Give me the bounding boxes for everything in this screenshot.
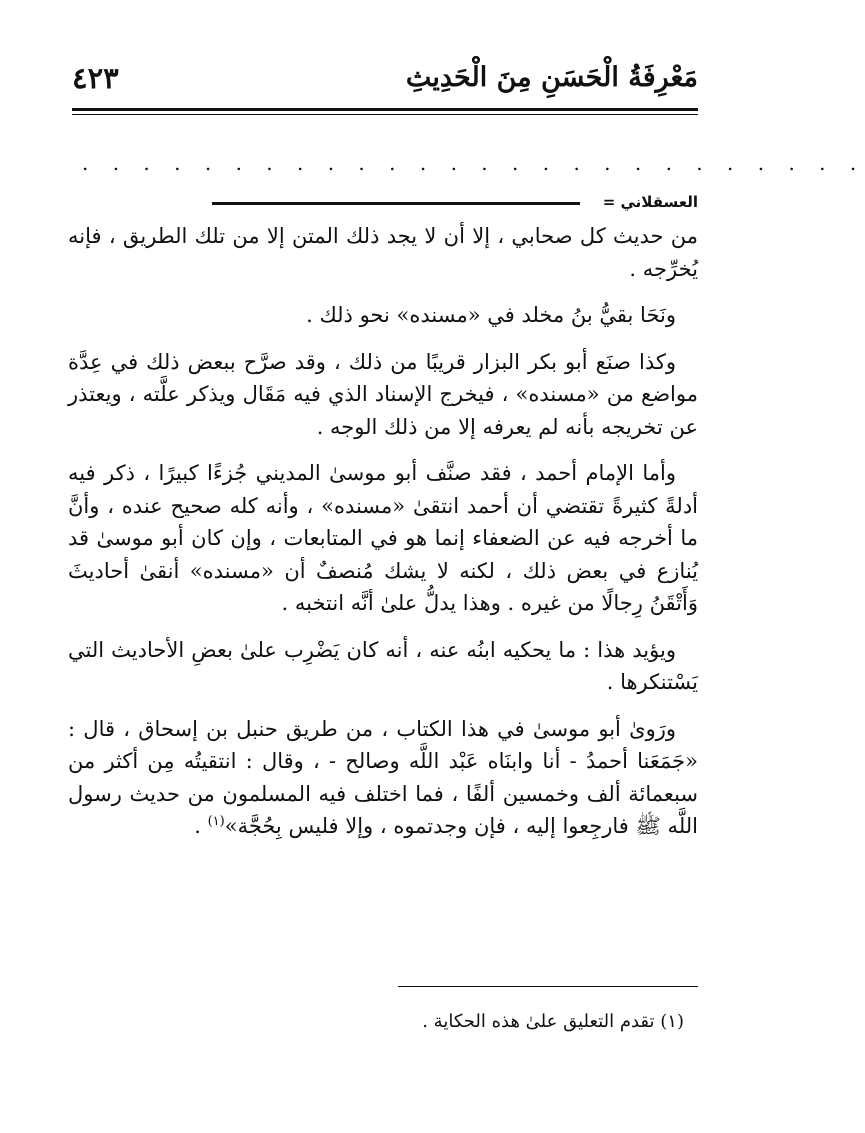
footnote-rule: [398, 986, 698, 987]
paragraph: وأما الإمام أحمد ، فقد صنَّف أبو موسىٰ المديني جُزءًا كبيرًا ، ذكر فيه أدلةً كثيرةً تقتضي أن أحمد انتقىٰ «مسنده» ، وأنه كله صحيح عنده ، وأنَّ ما أخرجه فيه عن الضعفاء إنما هو في المتابعات ، وإن كان أبو موسىٰ قد يُنازع في بعض ذلك ، لكنه لا يشك مُنصفٌ أن «مسنده» أنقىٰ أحاديثَ وَأَتْقَنُ رِجالًا من غيره . وهذا يدلُّ علىٰ أنَّه انتخبه .: [68, 461, 698, 615]
paragraph-with-footnote: [68, 713, 698, 843]
footnote-reference: (١): [207, 814, 225, 829]
footnote: (١) تقدم التعليق علىٰ هذه الحكاية .: [422, 1011, 684, 1032]
paragraph: من حديث كل صحابي ، إلا أن لا يجد ذلك المتن إلا من تلك الطريق ، فإنه يُخرِّجه .: [68, 224, 698, 281]
header-rule-thin: [72, 114, 698, 115]
paragraph: وكذا صنَع أبو بكر البزار قريبًا من ذلك ، وقد صرَّح ببعض ذلك في عِدَّة مواضع من «مسنده» ، فيخرج الإسناد الذي فيه مَقَال ويذكر علَّته ، ويعتذر عن تخريجه بأنه لم يعرفه إلا من ذلك الوجه .: [68, 349, 698, 439]
continuation-label: العسقلاني =: [602, 193, 698, 211]
main-text: [68, 220, 698, 857]
dotted-separator: . . . . . . . . . . . . . . . . . . . . . . . . . .: [82, 151, 865, 175]
page-number: ٤٢٣: [72, 61, 119, 95]
paragraph: ويؤيد هذا : ما يحكيه ابنُه عنه ، أنه كان يَضْرِب علىٰ بعضِ الأحاديث التي يَسْتنكرها .: [68, 637, 698, 694]
running-title: مَعْرِفَةُ الْحَسَنِ مِنَ الْحَدِيثِ: [405, 62, 698, 93]
header-rule-thick: [72, 108, 698, 111]
paragraph-end-period: .: [194, 814, 201, 838]
continuation-rule: [212, 202, 580, 205]
paragraph: ونَحَا بقيُّ بنُ مخلد في «مسنده» نحو ذلك .: [306, 303, 676, 327]
footnote-continuation: [72, 190, 698, 218]
page-header: [72, 58, 698, 102]
paragraph-text: ورَوىٰ أبو موسىٰ في هذا الكتاب ، من طريق حنبل بن إسحاق ، قال : «جَمَعَنا أحمدُ - أنا وابنَاه عَبْد اللَّه وصالح - ، وقال : انتقيتُه مِن أكثر من سبعمائة ألف وخمسين ألفًا ، فما اختلف فيه المسلمون من حديث رسول اللَّه ﷺ فارجِعوا إليه ، فإن وجدتموه ، وإلا فليس بِحُجَّة»: [68, 716, 698, 838]
